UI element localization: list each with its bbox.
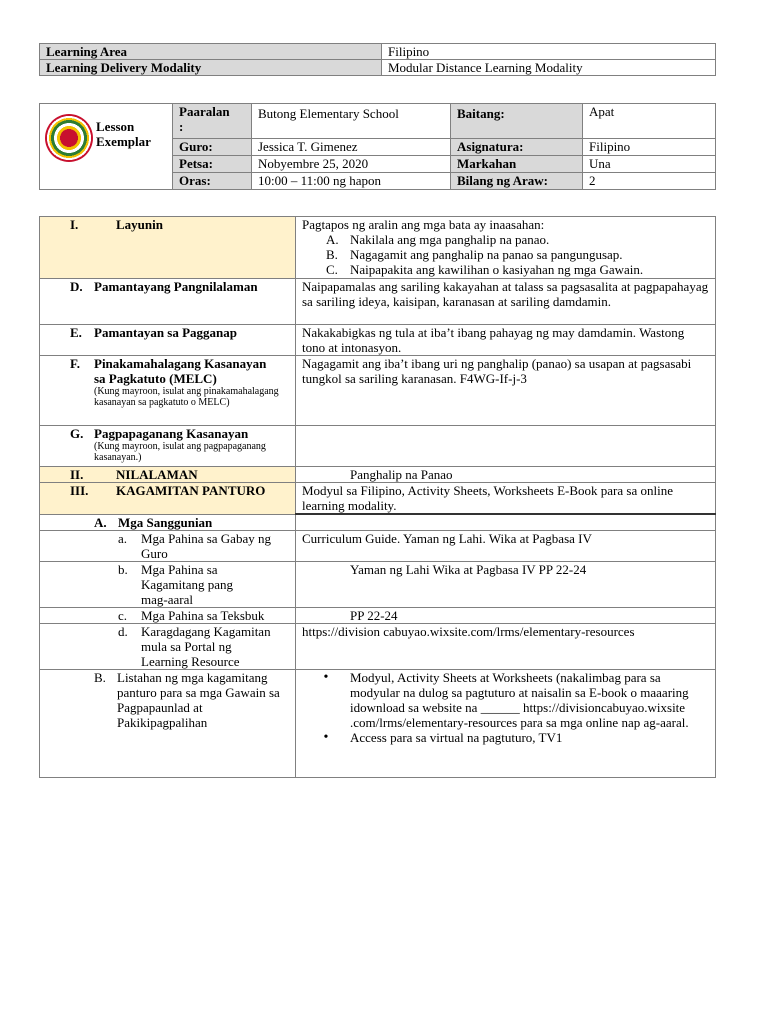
quarter-value: Una <box>583 156 716 173</box>
exemplar-title-line1: Lesson <box>96 119 135 134</box>
enabling-note: (Kung mayroon, isulat ang pagpapaganang kasanayan.) <box>94 441 266 463</box>
reference-value-lr-portal: https://division cabuyao.wixsite.com/lrms/elementary-resources <box>296 623 716 669</box>
subject-value: Filipino <box>583 139 716 156</box>
days-value: 2 <box>583 173 716 190</box>
reference-value-teacher-guide: Curriculum Guide. Yaman ng Lahi. Wika at Pagbasa IV <box>296 530 716 561</box>
modality-label: Learning Delivery Modality <box>40 60 382 76</box>
materials-text: Modyul sa Filipino, Activity Sheets, Worksheets E-Book para sa online learning modality. <box>296 483 716 515</box>
content-standard-heading: D. Pamantayang Pangnilalaman <box>40 279 296 325</box>
melc-note: (Kung mayroon, isulat ang pinakamahalagang kasanayan sa pagkatuto o MELC) <box>94 386 279 408</box>
references-blank <box>296 514 716 530</box>
other-material-bullet: • Modyul, Activity Sheets at Worksheets (nakalimbag para sa modyular na dulog sa pagtuturo at naisalin sa E-book o maaaring idownload sa website na ______ https://divisioncabuyao.wixsite .com/lrms/elementary-resources para sa mga online nap ag-aaral. <box>323 669 689 730</box>
grade-value: Apat <box>583 104 716 139</box>
objective-item: C. Naipapakita ang kawilihan o kasiyahan ng mga Gawain. <box>326 262 644 277</box>
date-value: Nobyembre 25, 2020 <box>252 156 451 173</box>
content-standard-text: Naipapamalas ang sariling kakayahan at talass sa pagsasalita at pagpapahayag sa sariling ideya, kaisipan, karanasan at sariling damdamin. <box>296 279 716 325</box>
modality-value: Modular Distance Learning Modality <box>382 60 716 76</box>
enabling-heading: G. Pagpapaganang Kasanayan (Kung mayroon, isulat ang pagpapaganang kasanayan.) <box>40 426 296 467</box>
exemplar-info-table <box>39 103 716 190</box>
objectives-intro: Pagtapos ng aralin ang mga bata ay inaasahan: <box>302 217 545 232</box>
objectives-num: I. <box>70 217 79 232</box>
exemplar-title-line2: Exemplar <box>96 134 151 149</box>
enabling-text <box>296 426 716 467</box>
teacher-label: Guro: <box>173 139 252 156</box>
melc-text: Nagagamit ang iba’t ibang uri ng panghalip (panao) sa usapan at pagsasabi tungkol sa sariling karanasan. F4WG-If-j-3 <box>296 356 716 426</box>
materials-heading: III. KAGAMITAN PANTURO <box>40 483 296 515</box>
reference-label-textbook: c. Mga Pahina sa Teksbuk <box>40 607 296 623</box>
melc-title-line2: sa Pagkatuto (MELC) <box>94 371 217 386</box>
reference-label-learner-material: b. Mga Pahina sa Kagamitang pang mag-aaral <box>40 561 296 607</box>
school-label: Paaralan <box>179 104 230 119</box>
quarter-label: Markahan <box>451 156 583 173</box>
header-table <box>39 43 716 76</box>
performance-standard-text: Nakakabigkas ng tula at iba’t ibang pahayag ng may damdamin. Wastong tono at intonasyon. <box>296 325 716 356</box>
reference-label-lr-portal: d. Karagdagang Kagamitan mula sa Portal ng Learning Resource <box>40 623 296 669</box>
other-materials-heading: B. Listahan ng mga kagamitang panturo para sa mga Gawain sa Pagpapaunlad at Pakikipagpalihan <box>40 669 296 777</box>
melc-title-line1: Pinakamahalagang Kasanayan <box>94 356 267 371</box>
reference-value-learner-material: Yaman ng Lahi Wika at Pagbasa IV PP 22-24 <box>296 561 716 607</box>
time-label: Oras: <box>173 173 252 190</box>
enabling-title: Pagpapaganang Kasanayan <box>94 426 249 441</box>
reference-label-teacher-guide: a. Mga Pahina sa Gabay ng Guro <box>40 530 296 561</box>
content-heading: II. NILALAMAN <box>40 467 296 483</box>
school-label-cell <box>173 104 252 139</box>
references-heading: A. Mga Sanggunian <box>40 514 296 530</box>
other-material-bullet: • Access para sa virtual na pagtuturo, TV1 <box>323 729 563 745</box>
teacher-value: Jessica T. Gimenez <box>252 139 451 156</box>
other-materials-content <box>296 669 716 777</box>
school-label-colon: : <box>179 119 184 134</box>
time-value: 10:00 – 11:00 ng hapon <box>252 173 451 190</box>
melc-heading: F. Pinakamahalagang Kasanayan sa Pagkatuto (MELC) (Kung mayroon, isulat ang pinakamahalagang kasanayan sa pagkatuto o MELC) <box>40 356 296 426</box>
subject-label: Asignatura: <box>451 139 583 156</box>
objectives-content <box>296 217 716 279</box>
date-label: Petsa: <box>173 156 252 173</box>
learning-area-label: Learning Area <box>40 44 382 60</box>
lesson-plan-table <box>39 216 716 778</box>
objectives-heading <box>40 217 296 279</box>
content-text: Panghalip na Panao <box>296 467 716 483</box>
objective-item: B. Nagagamit ang panghalip na panao sa pangungusap. <box>326 247 623 262</box>
learning-area-value: Filipino <box>382 44 716 60</box>
performance-standard-heading: E. Pamantayan sa Pagganap <box>40 325 296 356</box>
objective-item: A. Nakilala ang mga panghalip na panao. <box>326 232 550 247</box>
deped-seal-icon <box>45 114 93 162</box>
days-label: Bilang ng Araw: <box>451 173 583 190</box>
grade-label: Baitang: <box>451 104 583 139</box>
objectives-title: Layunin <box>116 217 163 232</box>
exemplar-logo-cell <box>40 104 173 190</box>
reference-value-textbook: PP 22-24 <box>296 607 716 623</box>
school-value: Butong Elementary School <box>252 104 451 139</box>
